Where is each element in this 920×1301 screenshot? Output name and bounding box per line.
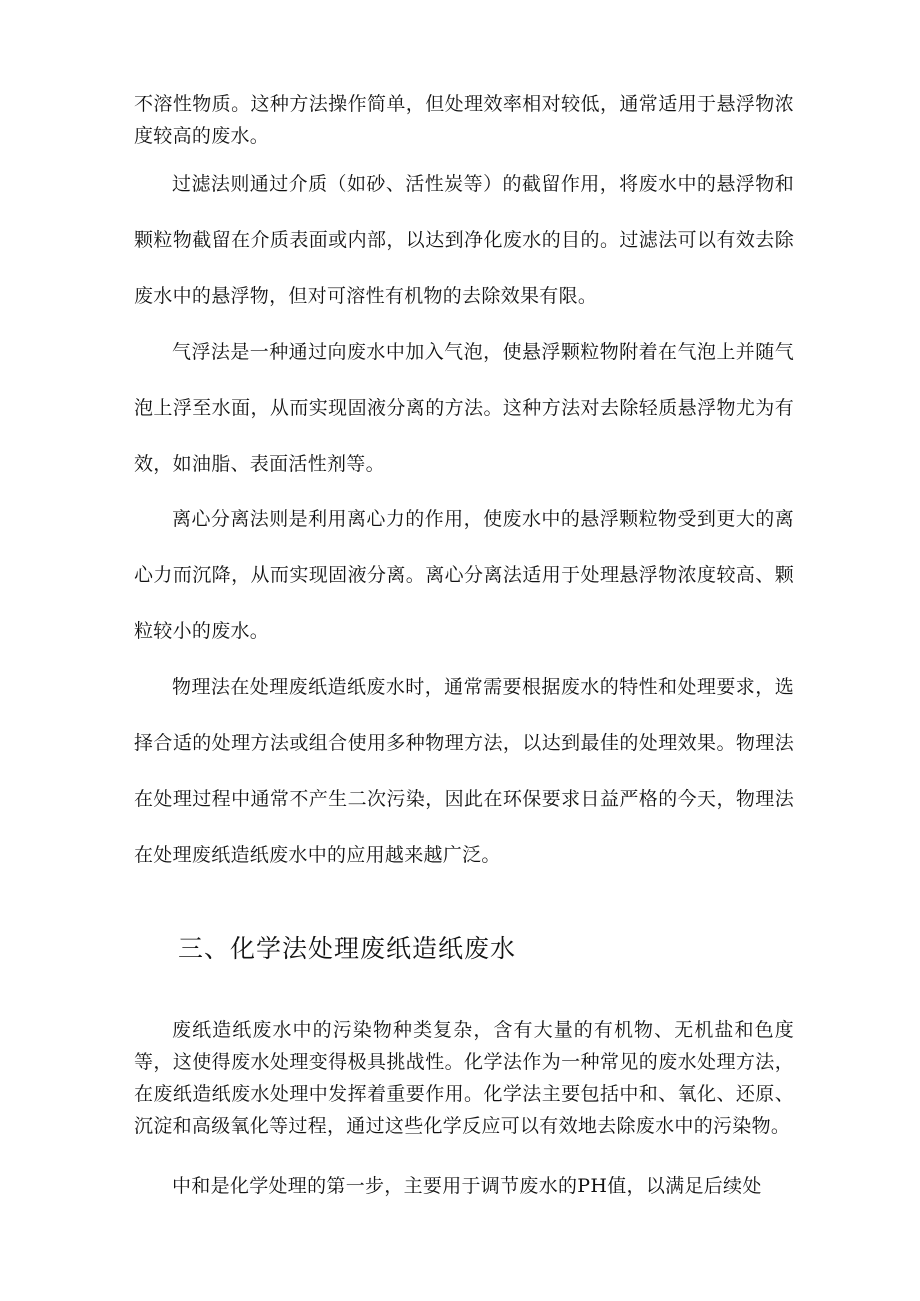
section-heading: 三、化学法处理废纸造纸废水 xyxy=(178,934,517,963)
paragraph-chemical-intro: 废纸造纸废水中的污染物种类复杂，含有大量的有机物、无机盐和色度等，这使得废水处理变得极具挑战性。化学法作为一种常见的废水处理方法，在废纸造纸废水处理中发挥着重要作用。化学法主要包括中和、氧化、还原、沉淀和高级氧化等过程，通过这些化学反应可以有效地去除废水中的污染物。 xyxy=(134,1019,794,1137)
paragraph-centrifugal: 离心分离法则是利用离心力的作用，使废水中的悬浮颗粒物受到更大的离心力而沉降，从而实现固液分离。离心分离法适用于处理悬浮物浓度较高、颗粒较小的废水。 xyxy=(134,508,794,642)
paragraph-flotation: 气浮法是一种通过向废水中加入气泡，使悬浮颗粒物附着在气泡上并随气泡上浮至水面，从而实现固液分离的方法。这种方法对去除轻质悬浮物尤为有效，如油脂、表面活性剂等。 xyxy=(134,341,794,475)
paragraph-continuation: 不溶性物质。这种方法操作简单，但处理效率相对较低，通常适用于悬浮物浓度较高的废水。 xyxy=(134,93,794,147)
paragraph-filtration: 过滤法则通过介质（如砂、活性炭等）的截留作用，将废水中的悬浮物和颗粒物截留在介质表面或内部，以达到净化废水的目的。过滤法可以有效去除废水中的悬浮物，但对可溶性有机物的去除效果有限。 xyxy=(134,173,794,307)
paragraph-neutralization: 中和是化学处理的第一步，主要用于调节废水的PH值，以满足后续处 xyxy=(172,1175,762,1197)
paragraph-physical-summary: 物理法在处理废纸造纸废水时，通常需要根据废水的特性和处理要求，选择合适的处理方法或组合使用多种物理方法，以达到最佳的处理效果。物理法在处理过程中通常不产生二次污染，因此在环保要求日益严格的今天，物理法在处理废纸造纸废水中的应用越来越广泛。 xyxy=(134,676,794,866)
